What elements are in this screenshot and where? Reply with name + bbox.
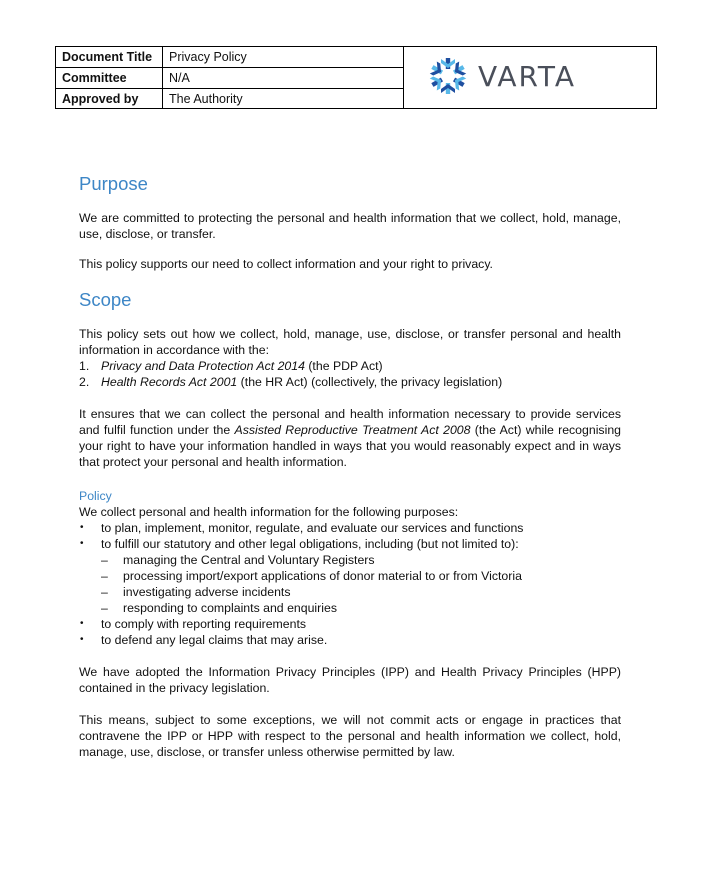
meta-row-approved xyxy=(56,89,404,110)
legislation-item xyxy=(79,374,621,390)
dash-icon: – xyxy=(101,553,108,567)
bullet-icon: • xyxy=(80,538,84,549)
act-title: Privacy and Data Protection Act 2014 xyxy=(101,359,305,373)
document-meta-table xyxy=(56,47,404,109)
meta-value: Privacy Policy xyxy=(163,47,404,68)
purpose-item xyxy=(79,616,621,632)
sub-item xyxy=(101,568,621,584)
meta-label: Approved by xyxy=(56,89,163,110)
sub-item xyxy=(101,552,621,568)
meta-row-committee xyxy=(56,68,404,89)
bullet-icon: • xyxy=(80,522,84,533)
means-paragraph: This means, subject to some exceptions, we will not commit acts or engage in practices that contravene the IPP or HPP with respect to the personal and health information we collect, hold, manage, use, disclose, or transfer unless otherwise permitted by law. xyxy=(79,713,621,759)
purpose-paragraph-2: This policy supports our need to collect information and your right to privacy. xyxy=(79,257,493,271)
purpose-text: to fulfill our statutory and other legal obligations, including (but not limited to): xyxy=(101,537,519,551)
sub-item-text: investigating adverse incidents xyxy=(123,585,291,599)
policy-intro: We collect personal and health information for the following purposes: xyxy=(79,505,459,519)
list-number: 2. xyxy=(79,375,90,389)
bullet-icon: • xyxy=(80,634,84,645)
sub-item-text: managing the Central and Voluntary Registers xyxy=(123,553,375,567)
purpose-item xyxy=(79,632,621,648)
purpose-text: to plan, implement, monitor, regulate, and evaluate our services and functions xyxy=(101,521,524,535)
purpose-item xyxy=(79,520,621,536)
dash-icon: – xyxy=(101,601,108,615)
dash-icon: – xyxy=(101,585,108,599)
act-note: (the HR Act) (collectively, the privacy legislation) xyxy=(237,375,503,389)
meta-row-title xyxy=(56,47,404,68)
varta-logo xyxy=(428,53,576,99)
policy-heading: Policy xyxy=(79,489,112,503)
dash-icon: – xyxy=(101,569,108,583)
scope-heading: Scope xyxy=(79,289,132,310)
bullet-icon: • xyxy=(80,618,84,629)
purpose-heading: Purpose xyxy=(79,173,148,194)
logo-wordmark: VARTA xyxy=(478,59,577,93)
purpose-item xyxy=(79,536,621,616)
act-title: Health Records Act 2001 xyxy=(101,375,238,389)
sub-item-text: responding to complaints and enquiries xyxy=(123,601,337,615)
meta-value: N/A xyxy=(163,68,404,89)
sub-item-text: processing import/export applications of donor material to or from Victoria xyxy=(123,569,522,583)
scope-ensures-paragraph xyxy=(79,406,621,470)
ensures-text-rest: (the Act) while recognising your right to have your information handled in ways that you would reasonably expect and in ways that protect your personal and health information. xyxy=(79,423,621,469)
legislation-list xyxy=(79,358,621,390)
sub-item xyxy=(101,584,621,600)
ensures-text: It ensures that we can collect the personal and health information necessary to provide services and fulfil function under the xyxy=(79,407,621,437)
meta-label: Document Title xyxy=(56,47,163,68)
purpose-text: to defend any legal claims that may arise. xyxy=(101,633,328,647)
document-header xyxy=(55,46,657,109)
purpose-text: to comply with reporting requirements xyxy=(101,617,307,631)
meta-value: The Authority xyxy=(163,89,404,110)
act-note: (the PDP Act) xyxy=(304,359,383,373)
scope-intro: This policy sets out how we collect, hold, manage, use, disclose, or transfer personal and health information in accordance with the: xyxy=(79,327,621,357)
adopted-paragraph: We have adopted the Information Privacy Principles (IPP) and Health Privacy Principles (HPP) contained in the privacy legislation. xyxy=(79,665,621,695)
snowflake-logo-icon xyxy=(428,56,468,96)
meta-label: Committee xyxy=(56,68,163,89)
legislation-item xyxy=(79,358,621,374)
purposes-list xyxy=(79,520,621,648)
obligations-sublist xyxy=(101,552,621,616)
purpose-paragraph-1: We are committed to protecting the personal and health information that we collect, hold, manage, use, disclose, or transfer. xyxy=(79,211,621,241)
list-number: 1. xyxy=(79,359,90,373)
document-body xyxy=(79,172,621,760)
ensures-act-title: Assisted Reproductive Treatment Act 2008 xyxy=(234,423,471,437)
sub-item xyxy=(101,600,621,616)
